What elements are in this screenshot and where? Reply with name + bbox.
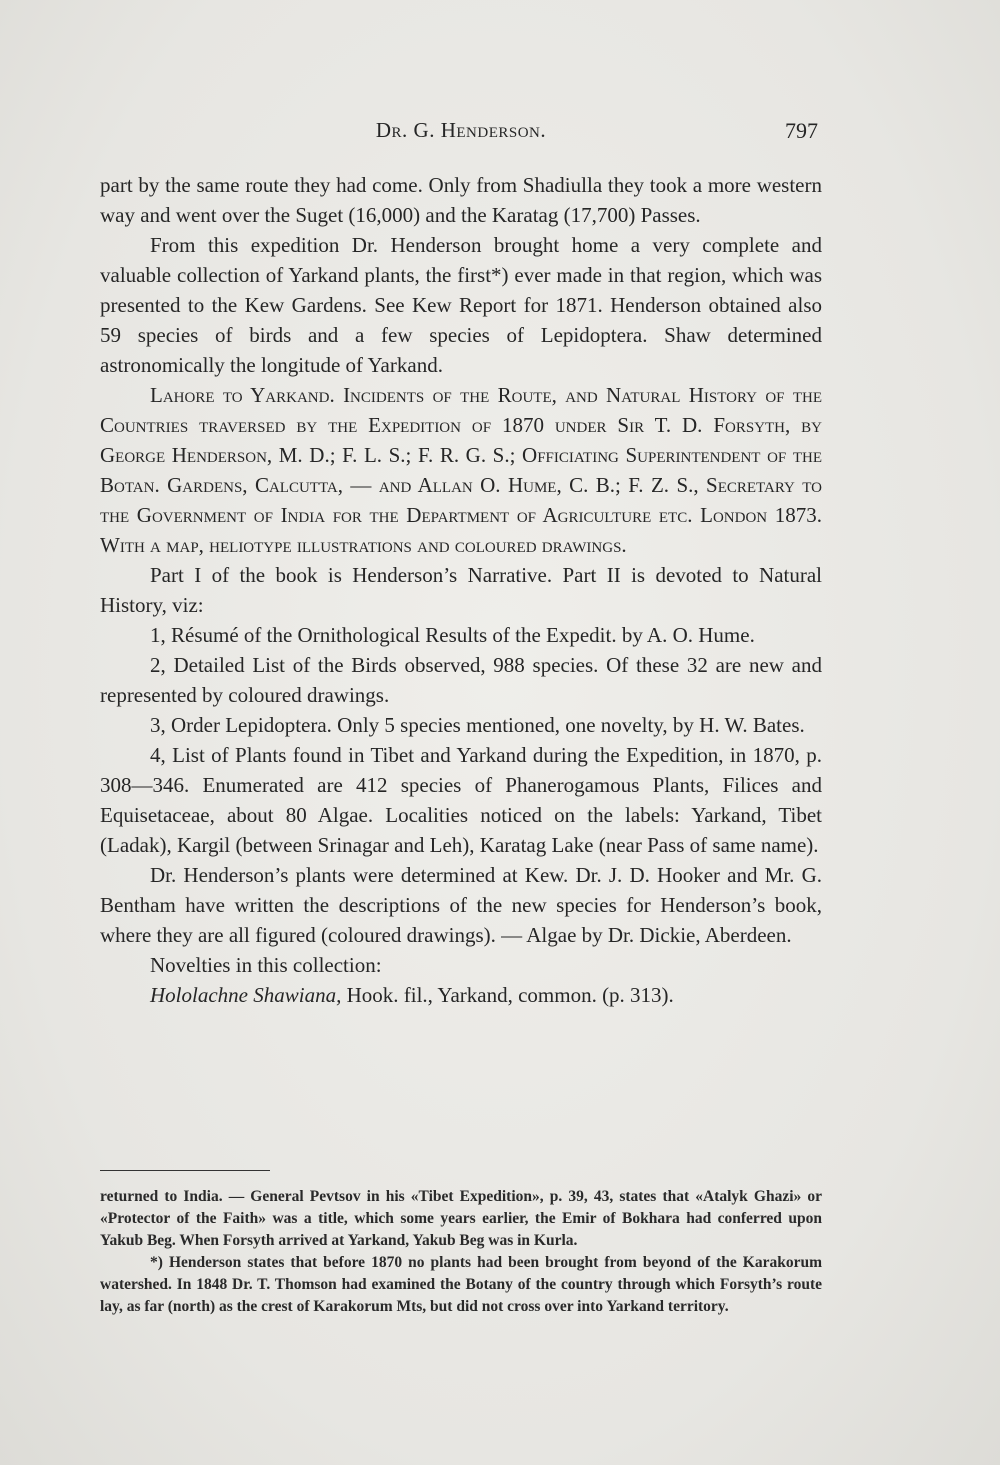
list-item-plants: 4, List of Plants found in Tibet and Yarkand during the Expedition, in 1870, p. 308—346. Enumerated are 412 species of Phanerogamous Plants, Filices and Equisetaceae, about 80 Algae. Localities noticed on the labels: Yarkand, Tibet (Ladak), Kargil (between Srinagar and Leh), Karatag Lake (near Pass of same name). — [100, 743, 822, 857]
paragraph-determination: Dr. Henderson’s plants were determined at Kew. Dr. J. D. Hooker and Mr. G. Bentham have written the descriptions of the new species for Henderson’s book, where they are all figured (coloured drawings). — Algae by Dr. Dickie, Aberdeen. — [100, 863, 822, 947]
running-head: Dr. G. Henderson. — [375, 118, 547, 142]
paragraph-continuation: part by the same route they had come. Only from Shadiulla they took a more western way and went over the Suget (16,000) and the Karatag (17,700) Passes. — [100, 173, 822, 227]
novelty-entry — [100, 980, 822, 1010]
footnote-asterisk: *) Henderson states that before 1870 no plants had been brought from beyond of the Karakorum watershed. In 1848 Dr. T. Thomson had examined the Botany of the country through which Forsyth’s route lay, as far (north) as the crest of Karakorum Mts, but did not cross over into Yarkand territory. — [100, 1254, 822, 1315]
paragraph-novelties-heading: Novelties in this collection: — [150, 953, 382, 977]
list-item-ornithology: 1, Résumé of the Ornithological Results of the Expedit. by A. O. Hume. — [150, 623, 755, 647]
footnote-continued: returned to India. — General Pevtsov in his «Tibet Expedition», p. 39, 43, states that «Atalyk Ghazi» or «Protector of the Faith» was a title, which some years earlier, the Emir of Bokhara had conferred upon Yakub Beg. When Forsyth arrived at Yarkand, Yakub Beg was in Kurla. — [100, 1188, 822, 1249]
species-name: Hololachne Shawiana, — [150, 983, 342, 1007]
list-item-birds: 2, Detailed List of the Birds observed, 988 species. Of these 32 are new and represented by coloured drawings. — [100, 653, 822, 707]
paragraph-bibliographic-entry: Lahore to Yarkand. Incidents of the Route, and Natural History of the Countries traversed by the Expedition of 1870 under Sir T. D. Forsyth, by George Henderson, M. D.; F. L. S.; F. R. G. S.; Officiating Superintendent of the Botan. Gardens, Calcutta, — and Allan O. Hume, C. B.; F. Z. S., Secretary to the Government of India for the Department of Agriculture etc. London 1873. With a map, heliotype illustrations and coloured drawings. — [100, 383, 822, 557]
page-header — [100, 118, 822, 148]
page-number: 797 — [785, 118, 818, 143]
list-item-lepidoptera: 3, Order Lepidoptera. Only 5 species mentioned, one novelty, by H. W. Bates. — [150, 713, 805, 737]
footnote-rule — [100, 1170, 270, 1171]
main-text — [100, 170, 822, 1010]
footnotes — [100, 1186, 822, 1318]
paragraph-book-parts: Part I of the book is Henderson’s Narrative. Part II is devoted to Natural History, viz: — [100, 563, 822, 617]
paragraph-expedition-collection: From this expedition Dr. Henderson brought home a very complete and valuable collection of Yarkand plants, the first*) ever made in that region, which was presented to the Kew Gardens. See Kew Report for 1871. Henderson obtained also 59 species of birds and a few species of Lepidoptera. Shaw determined astronomically the longitude of Yarkand. — [100, 233, 822, 377]
species-details: Hook. fil., Yarkand, common. (p. 313). — [341, 983, 674, 1007]
